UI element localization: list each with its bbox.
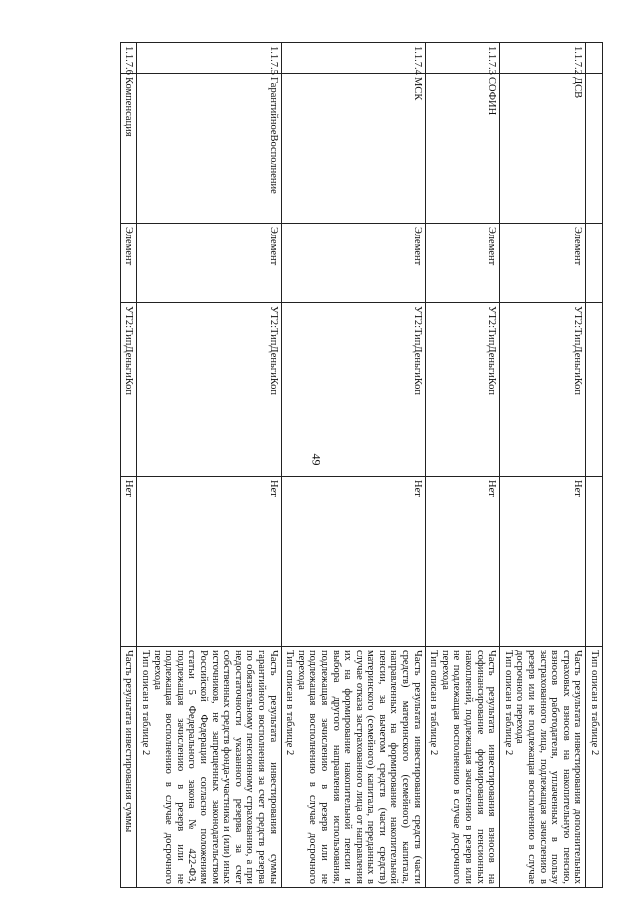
cell-kind: Элемент	[500, 224, 586, 303]
description-text: Часть результата инвестирования суммы гарантийного восполнения за счет средств резерва по обязательному пенсионному страхованию, а при недостаточности указанного резерва за счет собственных средств фонда-участника и (или) иных источников, не запрещенных законодательством Российской Федерации согласно положениям статьи 5 Федерального закона № 422-ФЗ, подлежащая зачислению в резерв или не подлежащая восполнению в случае досрочного перехода	[151, 650, 279, 884]
cell-description	[281, 647, 425, 888]
type-note: Тип описан в таблице 2	[589, 650, 600, 756]
type-note: Тип описан в таблице 2	[140, 650, 152, 756]
cell-code: 1.1.7.5	[137, 43, 281, 74]
cell-kind: Элемент	[425, 224, 500, 303]
cell-type: УТ2:ТипДеньгиКоп	[281, 303, 425, 477]
schema-table	[120, 42, 603, 888]
rotated-page-content	[73, 42, 603, 887]
cell-name: ДСВ	[500, 74, 586, 224]
description-text: Часть результата инвестирования суммы	[123, 650, 135, 833]
table-row	[137, 43, 281, 888]
cell-type: УТ2:ТипДеньгиКоп	[120, 303, 137, 477]
cell-required: Нет	[425, 477, 500, 647]
cell-required: Нет	[120, 477, 137, 647]
cell-kind: Элемент	[120, 224, 137, 303]
table-body	[120, 43, 602, 888]
cell-type: УТ2:ТипДеньгиКоп	[425, 303, 500, 477]
cell-name: СОФИН	[425, 74, 500, 224]
cell-name: МСК	[281, 74, 425, 224]
cell-type: УТ2:ТипДеньгиКоп	[500, 303, 586, 477]
table-row	[425, 43, 500, 888]
type-note: Тип описан в таблице 2	[502, 650, 514, 756]
cell-name: Компенсация	[120, 74, 137, 224]
cell-kind: Элемент	[137, 224, 281, 303]
cell-required	[586, 477, 603, 647]
cell-code: 1.1.7.2	[500, 43, 586, 74]
cell-name	[586, 74, 603, 224]
description-text: Часть результата инвестирования дополнительных страховых взносов на накопительную пенсию, взносов работодателя, уплаченных в пользу застрахованного лица, подлежащая зачислению в резерв или не подлежащая восполнению в случае досрочного перехода	[514, 650, 584, 884]
type-note: Тип описан в таблице 2	[284, 650, 296, 756]
cell-description	[137, 647, 281, 888]
page-number: 49	[309, 453, 324, 466]
cell-kind: Элемент	[281, 224, 425, 303]
cell-required: Нет	[137, 477, 281, 647]
cell-description	[120, 647, 137, 888]
table-row	[120, 43, 137, 888]
cell-code: 1.1.7.6	[120, 43, 137, 74]
cell-kind	[586, 224, 603, 303]
cell-required: Нет	[281, 477, 425, 647]
cell-code: 1.1.7.3	[425, 43, 500, 74]
cell-name: ГарантийноеВосполнение	[137, 74, 281, 224]
cell-required: Нет	[500, 477, 586, 647]
cell-description	[425, 647, 500, 888]
description-text: Часть результата инвестирования взносов на софинансирование формирования пенсионных накоплений, подлежащая зачислению в резерв или не подлежащая восполнению в случае досрочного перехода	[439, 650, 498, 884]
type-note: Тип описан в таблице 2	[428, 650, 440, 756]
cell-description	[586, 647, 603, 888]
table-row	[586, 43, 603, 888]
cell-code: 1.1.7.4	[281, 43, 425, 74]
cell-type: УТ2:ТипДеньгиКоп	[137, 303, 281, 477]
cell-description	[500, 647, 586, 888]
table-row	[281, 43, 425, 888]
table-row	[500, 43, 586, 888]
description-text: Часть результата инвестирования средств (части средств) материнского (семейного) капитала, направленных на формирование накопительной пенсии, за вычетом средств (части средств) материнского (семейного) капитала, переданных в случае отказа застрахованного лица от направления их на формирование накопительной пенсии и выбора другого направления использования, подлежащая зачислению в резерв или не подлежащая восполнению в случае досрочного перехода	[295, 650, 423, 884]
cell-type	[586, 303, 603, 477]
cell-code	[586, 43, 603, 74]
